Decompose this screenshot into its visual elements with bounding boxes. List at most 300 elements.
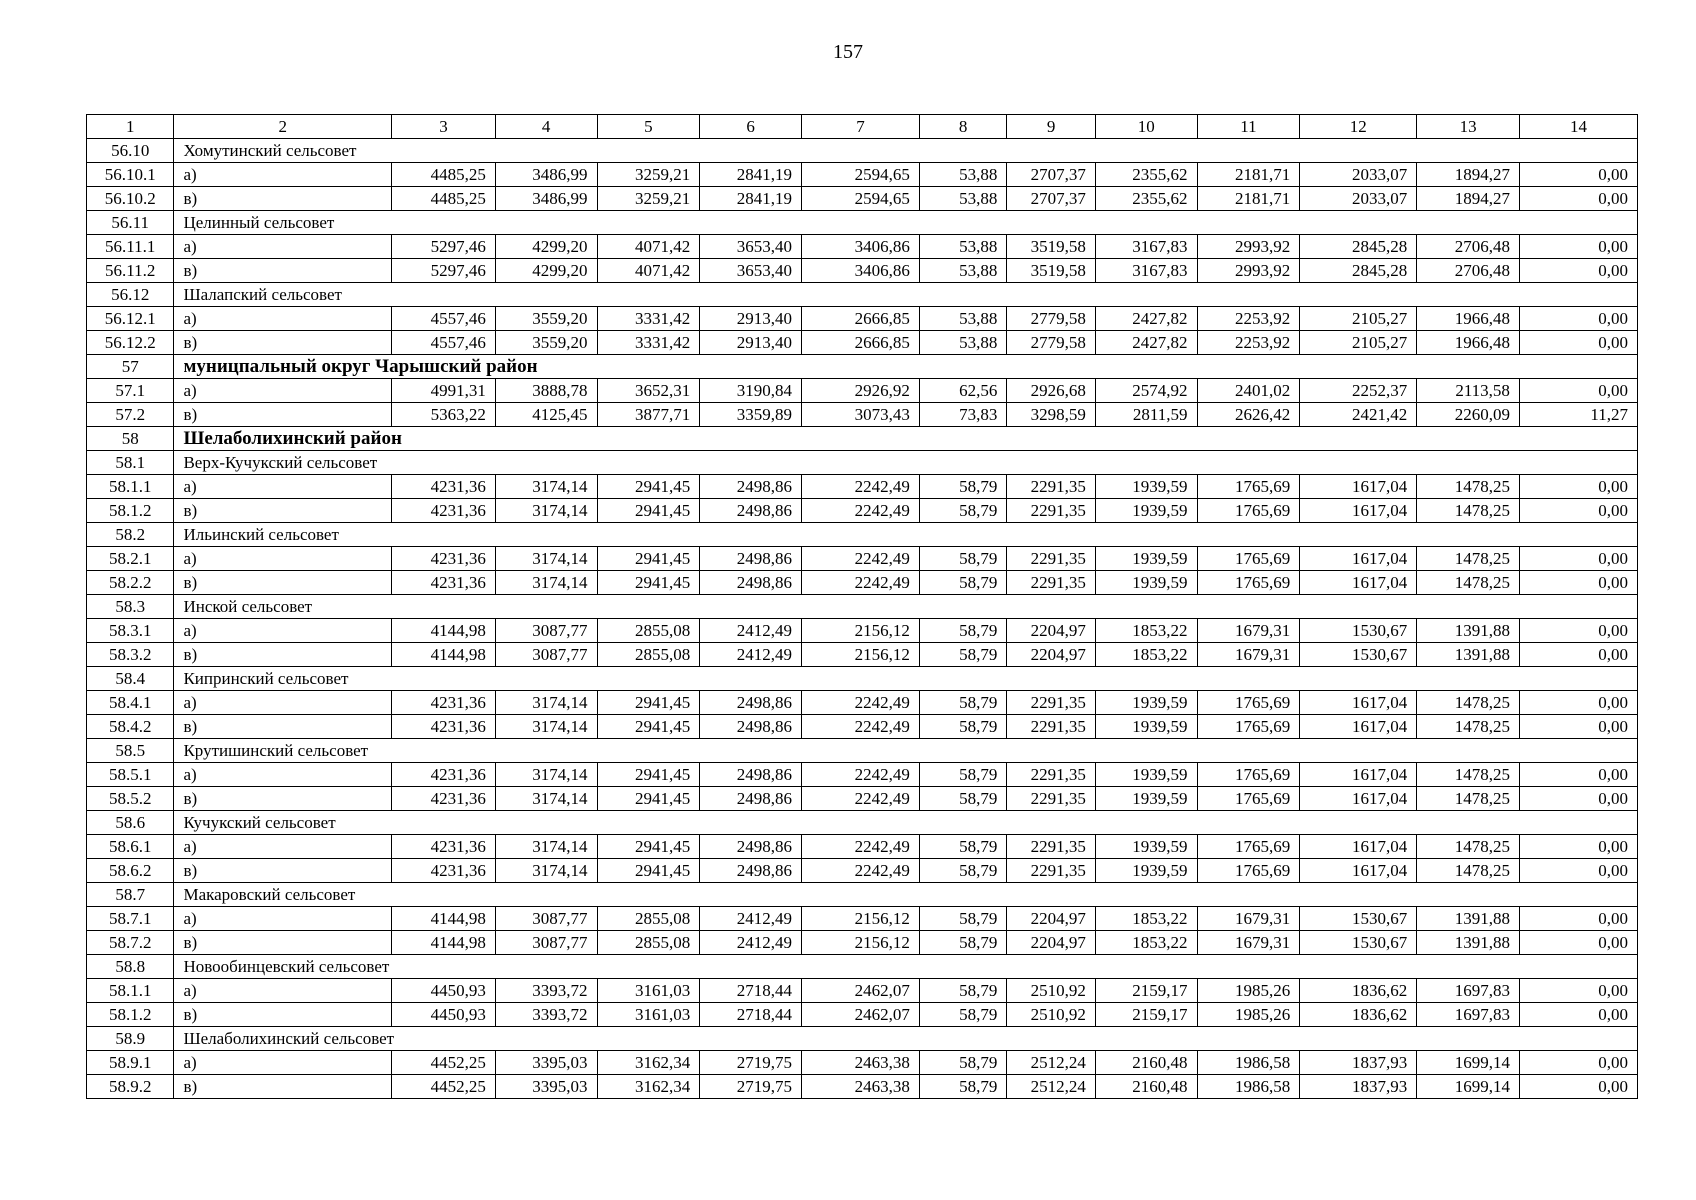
value-cell: 2401,02	[1197, 379, 1300, 403]
value-cell: 2706,48	[1417, 259, 1520, 283]
value-cell: 2941,45	[597, 571, 700, 595]
value-cell: 4991,31	[392, 379, 496, 403]
value-cell: 4144,98	[392, 907, 496, 931]
value-cell: 73,83	[919, 403, 1006, 427]
value-cell: 2427,82	[1095, 331, 1197, 355]
table-row	[87, 499, 1638, 523]
value-cell: 4144,98	[392, 931, 496, 955]
column-header: 9	[1007, 115, 1095, 139]
value-cell: 2291,35	[1007, 547, 1095, 571]
row-code: 58.1	[87, 451, 174, 475]
value-cell: 2291,35	[1007, 763, 1095, 787]
column-header: 6	[700, 115, 802, 139]
table-row	[87, 907, 1638, 931]
value-cell: 2204,97	[1007, 907, 1095, 931]
column-header: 12	[1300, 115, 1417, 139]
table-header-row	[87, 115, 1638, 139]
value-cell: 2993,92	[1197, 259, 1300, 283]
page-number: 157	[833, 41, 863, 63]
value-cell: 2855,08	[597, 619, 700, 643]
column-header: 3	[392, 115, 496, 139]
column-header: 1	[87, 115, 174, 139]
value-cell: 3174,14	[495, 547, 597, 571]
value-cell: 3359,89	[700, 403, 802, 427]
value-cell: 4452,25	[392, 1051, 496, 1075]
value-cell: 2498,86	[700, 547, 802, 571]
value-cell: 4071,42	[597, 235, 700, 259]
value-cell: 3174,14	[495, 787, 597, 811]
value-cell: 58,79	[919, 859, 1006, 883]
value-cell: 4450,93	[392, 1003, 496, 1027]
column-header: 13	[1417, 115, 1520, 139]
value-cell: 1894,27	[1417, 163, 1520, 187]
value-cell: 3087,77	[495, 619, 597, 643]
row-code: 58.4	[87, 667, 174, 691]
value-cell: 3174,14	[495, 763, 597, 787]
value-cell: 2841,19	[700, 163, 802, 187]
value-cell: 1679,31	[1197, 619, 1300, 643]
value-cell: 2463,38	[801, 1075, 919, 1099]
value-cell: 2510,92	[1007, 1003, 1095, 1027]
row-code: 58.2.2	[87, 571, 174, 595]
value-cell: 2855,08	[597, 643, 700, 667]
value-cell: 5363,22	[392, 403, 496, 427]
table-row	[87, 619, 1638, 643]
row-label: а)	[174, 1051, 392, 1075]
value-cell: 2242,49	[801, 571, 919, 595]
row-label: а)	[174, 835, 392, 859]
value-cell: 2498,86	[700, 691, 802, 715]
group-title: Хомутинский сельсовет	[174, 139, 1638, 163]
value-cell: 3087,77	[495, 643, 597, 667]
row-code: 58.1.2	[87, 1003, 174, 1027]
value-cell: 2779,58	[1007, 307, 1095, 331]
value-cell: 2252,37	[1300, 379, 1417, 403]
table-row	[87, 259, 1638, 283]
value-cell: 2941,45	[597, 691, 700, 715]
group-row	[87, 739, 1638, 763]
value-cell: 2666,85	[801, 307, 919, 331]
table-row	[87, 763, 1638, 787]
value-cell: 3167,83	[1095, 235, 1197, 259]
row-label: в)	[174, 1003, 392, 1027]
value-cell: 1765,69	[1197, 691, 1300, 715]
value-cell: 2105,27	[1300, 307, 1417, 331]
value-cell: 2707,37	[1007, 187, 1095, 211]
group-row	[87, 1027, 1638, 1051]
value-cell: 1699,14	[1417, 1075, 1520, 1099]
value-cell: 3406,86	[801, 235, 919, 259]
value-cell: 2242,49	[801, 835, 919, 859]
value-cell: 3652,31	[597, 379, 700, 403]
value-cell: 0,00	[1519, 1003, 1637, 1027]
row-code: 58.5.2	[87, 787, 174, 811]
row-label: а)	[174, 307, 392, 331]
section-row	[87, 355, 1638, 379]
row-label: а)	[174, 235, 392, 259]
value-cell: 4231,36	[392, 475, 496, 499]
value-cell: 4231,36	[392, 547, 496, 571]
value-cell: 1391,88	[1417, 619, 1520, 643]
value-cell: 1617,04	[1300, 763, 1417, 787]
group-title: Макаровский сельсовет	[174, 883, 1638, 907]
section-title: Шелаболихинский район	[174, 427, 1638, 451]
row-code: 56.11	[87, 211, 174, 235]
value-cell: 2926,92	[801, 379, 919, 403]
row-code: 58.4.1	[87, 691, 174, 715]
value-cell: 2498,86	[700, 763, 802, 787]
row-code: 56.11.1	[87, 235, 174, 259]
value-cell: 2941,45	[597, 475, 700, 499]
value-cell: 58,79	[919, 475, 1006, 499]
value-cell: 58,79	[919, 499, 1006, 523]
value-cell: 2160,48	[1095, 1075, 1197, 1099]
value-cell: 2291,35	[1007, 715, 1095, 739]
row-code: 57.1	[87, 379, 174, 403]
value-cell: 1478,25	[1417, 859, 1520, 883]
row-label: в)	[174, 187, 392, 211]
row-code: 57.2	[87, 403, 174, 427]
column-header: 8	[919, 115, 1006, 139]
value-cell: 3087,77	[495, 931, 597, 955]
row-label: в)	[174, 643, 392, 667]
value-cell: 1765,69	[1197, 787, 1300, 811]
section-row	[87, 427, 1638, 451]
row-code: 58.6.1	[87, 835, 174, 859]
column-header: 4	[495, 115, 597, 139]
value-cell: 2242,49	[801, 715, 919, 739]
value-cell: 11,27	[1519, 403, 1637, 427]
row-code: 58.7.2	[87, 931, 174, 955]
row-code: 58	[87, 427, 174, 451]
table-row	[87, 307, 1638, 331]
value-cell: 3162,34	[597, 1051, 700, 1075]
value-cell: 58,79	[919, 907, 1006, 931]
table-row	[87, 235, 1638, 259]
table-row	[87, 643, 1638, 667]
value-cell: 1530,67	[1300, 643, 1417, 667]
row-code: 56.12.1	[87, 307, 174, 331]
value-cell: 2291,35	[1007, 691, 1095, 715]
value-cell: 1765,69	[1197, 499, 1300, 523]
value-cell: 0,00	[1519, 763, 1637, 787]
value-cell: 2913,40	[700, 307, 802, 331]
row-label: а)	[174, 691, 392, 715]
value-cell: 1765,69	[1197, 763, 1300, 787]
value-cell: 1853,22	[1095, 907, 1197, 931]
value-cell: 1939,59	[1095, 763, 1197, 787]
value-cell: 4452,25	[392, 1075, 496, 1099]
value-cell: 1939,59	[1095, 547, 1197, 571]
value-cell: 2463,38	[801, 1051, 919, 1075]
row-code: 58.3	[87, 595, 174, 619]
group-row	[87, 283, 1638, 307]
value-cell: 2718,44	[700, 979, 802, 1003]
value-cell: 1391,88	[1417, 643, 1520, 667]
value-cell: 2574,92	[1095, 379, 1197, 403]
value-cell: 0,00	[1519, 1075, 1637, 1099]
value-cell: 3174,14	[495, 691, 597, 715]
table-row	[87, 691, 1638, 715]
group-row	[87, 811, 1638, 835]
value-cell: 5297,46	[392, 259, 496, 283]
value-cell: 1699,14	[1417, 1051, 1520, 1075]
value-cell: 2941,45	[597, 499, 700, 523]
value-cell: 53,88	[919, 187, 1006, 211]
row-code: 58.5	[87, 739, 174, 763]
row-code: 58.2.1	[87, 547, 174, 571]
table-row	[87, 835, 1638, 859]
value-cell: 2242,49	[801, 547, 919, 571]
value-cell: 4231,36	[392, 691, 496, 715]
value-cell: 1765,69	[1197, 859, 1300, 883]
value-cell: 58,79	[919, 835, 1006, 859]
table-row	[87, 787, 1638, 811]
value-cell: 2941,45	[597, 859, 700, 883]
value-cell: 1478,25	[1417, 835, 1520, 859]
value-cell: 2242,49	[801, 499, 919, 523]
value-cell: 2941,45	[597, 715, 700, 739]
value-cell: 1765,69	[1197, 571, 1300, 595]
value-cell: 1617,04	[1300, 499, 1417, 523]
value-cell: 3395,03	[495, 1051, 597, 1075]
column-header: 11	[1197, 115, 1300, 139]
table-row	[87, 163, 1638, 187]
row-code: 58.6.2	[87, 859, 174, 883]
table-row	[87, 931, 1638, 955]
value-cell: 3073,43	[801, 403, 919, 427]
value-cell: 5297,46	[392, 235, 496, 259]
group-title: Новообинцевский сельсовет	[174, 955, 1638, 979]
row-code: 56.12	[87, 283, 174, 307]
column-header: 7	[801, 115, 919, 139]
value-cell: 4144,98	[392, 643, 496, 667]
value-cell: 58,79	[919, 715, 1006, 739]
row-label: в)	[174, 931, 392, 955]
group-row	[87, 883, 1638, 907]
value-cell: 53,88	[919, 259, 1006, 283]
value-cell: 1478,25	[1417, 571, 1520, 595]
tariff-table	[86, 114, 1638, 1099]
value-cell: 2159,17	[1095, 1003, 1197, 1027]
row-label: а)	[174, 619, 392, 643]
value-cell: 1478,25	[1417, 763, 1520, 787]
value-cell: 2666,85	[801, 331, 919, 355]
value-cell: 2242,49	[801, 763, 919, 787]
value-cell: 4071,42	[597, 259, 700, 283]
value-cell: 0,00	[1519, 571, 1637, 595]
group-row	[87, 451, 1638, 475]
value-cell: 0,00	[1519, 163, 1637, 187]
value-cell: 0,00	[1519, 547, 1637, 571]
value-cell: 1617,04	[1300, 835, 1417, 859]
value-cell: 1617,04	[1300, 787, 1417, 811]
value-cell: 2204,97	[1007, 931, 1095, 955]
value-cell: 2498,86	[700, 499, 802, 523]
value-cell: 0,00	[1519, 259, 1637, 283]
value-cell: 2156,12	[801, 931, 919, 955]
value-cell: 2412,49	[700, 931, 802, 955]
value-cell: 58,79	[919, 643, 1006, 667]
value-cell: 3167,83	[1095, 259, 1197, 283]
value-cell: 3162,34	[597, 1075, 700, 1099]
value-cell: 0,00	[1519, 379, 1637, 403]
value-cell: 58,79	[919, 931, 1006, 955]
value-cell: 2913,40	[700, 331, 802, 355]
table-row	[87, 379, 1638, 403]
value-cell: 3331,42	[597, 331, 700, 355]
value-cell: 1939,59	[1095, 715, 1197, 739]
value-cell: 1853,22	[1095, 619, 1197, 643]
table-row	[87, 475, 1638, 499]
row-label: а)	[174, 475, 392, 499]
value-cell: 2498,86	[700, 787, 802, 811]
value-cell: 2512,24	[1007, 1051, 1095, 1075]
value-cell: 2156,12	[801, 907, 919, 931]
value-cell: 3395,03	[495, 1075, 597, 1099]
value-cell: 1478,25	[1417, 499, 1520, 523]
value-cell: 0,00	[1519, 715, 1637, 739]
value-cell: 3486,99	[495, 163, 597, 187]
value-cell: 2181,71	[1197, 163, 1300, 187]
value-cell: 1966,48	[1417, 331, 1520, 355]
group-row	[87, 211, 1638, 235]
value-cell: 2291,35	[1007, 475, 1095, 499]
value-cell: 2291,35	[1007, 571, 1095, 595]
table-row	[87, 859, 1638, 883]
value-cell: 4231,36	[392, 835, 496, 859]
value-cell: 1836,62	[1300, 1003, 1417, 1027]
column-header: 2	[174, 115, 392, 139]
value-cell: 3259,21	[597, 187, 700, 211]
value-cell: 4231,36	[392, 859, 496, 883]
value-cell: 1765,69	[1197, 715, 1300, 739]
table-row	[87, 1003, 1638, 1027]
row-code: 58.8	[87, 955, 174, 979]
value-cell: 2941,45	[597, 787, 700, 811]
value-cell: 2291,35	[1007, 499, 1095, 523]
row-code: 58.9.2	[87, 1075, 174, 1099]
row-code: 58.9.1	[87, 1051, 174, 1075]
value-cell: 2512,24	[1007, 1075, 1095, 1099]
value-cell: 1617,04	[1300, 691, 1417, 715]
row-code: 56.12.2	[87, 331, 174, 355]
value-cell: 1679,31	[1197, 907, 1300, 931]
row-code: 56.10.2	[87, 187, 174, 211]
row-code: 58.7.1	[87, 907, 174, 931]
value-cell: 2156,12	[801, 643, 919, 667]
value-cell: 1697,83	[1417, 1003, 1520, 1027]
group-title: Шалапский сельсовет	[174, 283, 1638, 307]
value-cell: 58,79	[919, 787, 1006, 811]
table-row	[87, 1051, 1638, 1075]
value-cell: 2498,86	[700, 835, 802, 859]
value-cell: 1697,83	[1417, 979, 1520, 1003]
value-cell: 1617,04	[1300, 859, 1417, 883]
value-cell: 4299,20	[495, 259, 597, 283]
value-cell: 2291,35	[1007, 859, 1095, 883]
table-row	[87, 331, 1638, 355]
value-cell: 3174,14	[495, 499, 597, 523]
value-cell: 2156,12	[801, 619, 919, 643]
row-label: а)	[174, 979, 392, 1003]
value-cell: 62,56	[919, 379, 1006, 403]
row-label: а)	[174, 163, 392, 187]
value-cell: 2498,86	[700, 859, 802, 883]
value-cell: 2594,65	[801, 187, 919, 211]
value-cell: 2941,45	[597, 763, 700, 787]
value-cell: 2462,07	[801, 1003, 919, 1027]
value-cell: 1939,59	[1095, 499, 1197, 523]
value-cell: 1478,25	[1417, 547, 1520, 571]
value-cell: 1617,04	[1300, 547, 1417, 571]
value-cell: 0,00	[1519, 1051, 1637, 1075]
value-cell: 3888,78	[495, 379, 597, 403]
value-cell: 3519,58	[1007, 259, 1095, 283]
value-cell: 3174,14	[495, 715, 597, 739]
section-title: муницпальный округ Чарышский район	[174, 355, 1638, 379]
group-title: Кипринский сельсовет	[174, 667, 1638, 691]
value-cell: 1837,93	[1300, 1075, 1417, 1099]
row-code: 58.1.2	[87, 499, 174, 523]
value-cell: 2242,49	[801, 475, 919, 499]
value-cell: 2412,49	[700, 619, 802, 643]
value-cell: 2498,86	[700, 475, 802, 499]
value-cell: 2204,97	[1007, 643, 1095, 667]
group-title: Верх-Кучукский сельсовет	[174, 451, 1638, 475]
value-cell: 3653,40	[700, 259, 802, 283]
value-cell: 1985,26	[1197, 979, 1300, 1003]
value-cell: 2845,28	[1300, 235, 1417, 259]
row-code: 58.7	[87, 883, 174, 907]
value-cell: 4231,36	[392, 571, 496, 595]
row-label: а)	[174, 379, 392, 403]
value-cell: 1679,31	[1197, 931, 1300, 955]
row-code: 58.3.2	[87, 643, 174, 667]
table-row	[87, 547, 1638, 571]
value-cell: 1853,22	[1095, 643, 1197, 667]
value-cell: 2181,71	[1197, 187, 1300, 211]
value-cell: 2462,07	[801, 979, 919, 1003]
value-cell: 1391,88	[1417, 931, 1520, 955]
value-cell: 1617,04	[1300, 571, 1417, 595]
value-cell: 1391,88	[1417, 907, 1520, 931]
row-code: 58.6	[87, 811, 174, 835]
row-code: 57	[87, 355, 174, 379]
value-cell: 3559,20	[495, 307, 597, 331]
row-label: в)	[174, 331, 392, 355]
value-cell: 1478,25	[1417, 787, 1520, 811]
row-code: 58.5.1	[87, 763, 174, 787]
value-cell: 2355,62	[1095, 163, 1197, 187]
row-label: в)	[174, 1075, 392, 1099]
value-cell: 2160,48	[1095, 1051, 1197, 1075]
table-row	[87, 187, 1638, 211]
value-cell: 3190,84	[700, 379, 802, 403]
row-label: в)	[174, 715, 392, 739]
row-code: 58.4.2	[87, 715, 174, 739]
value-cell: 53,88	[919, 331, 1006, 355]
value-cell: 1478,25	[1417, 475, 1520, 499]
value-cell: 3174,14	[495, 859, 597, 883]
value-cell: 0,00	[1519, 643, 1637, 667]
value-cell: 1478,25	[1417, 691, 1520, 715]
value-cell: 2355,62	[1095, 187, 1197, 211]
value-cell: 2033,07	[1300, 187, 1417, 211]
value-cell: 1478,25	[1417, 715, 1520, 739]
row-label: а)	[174, 763, 392, 787]
value-cell: 3393,72	[495, 979, 597, 1003]
